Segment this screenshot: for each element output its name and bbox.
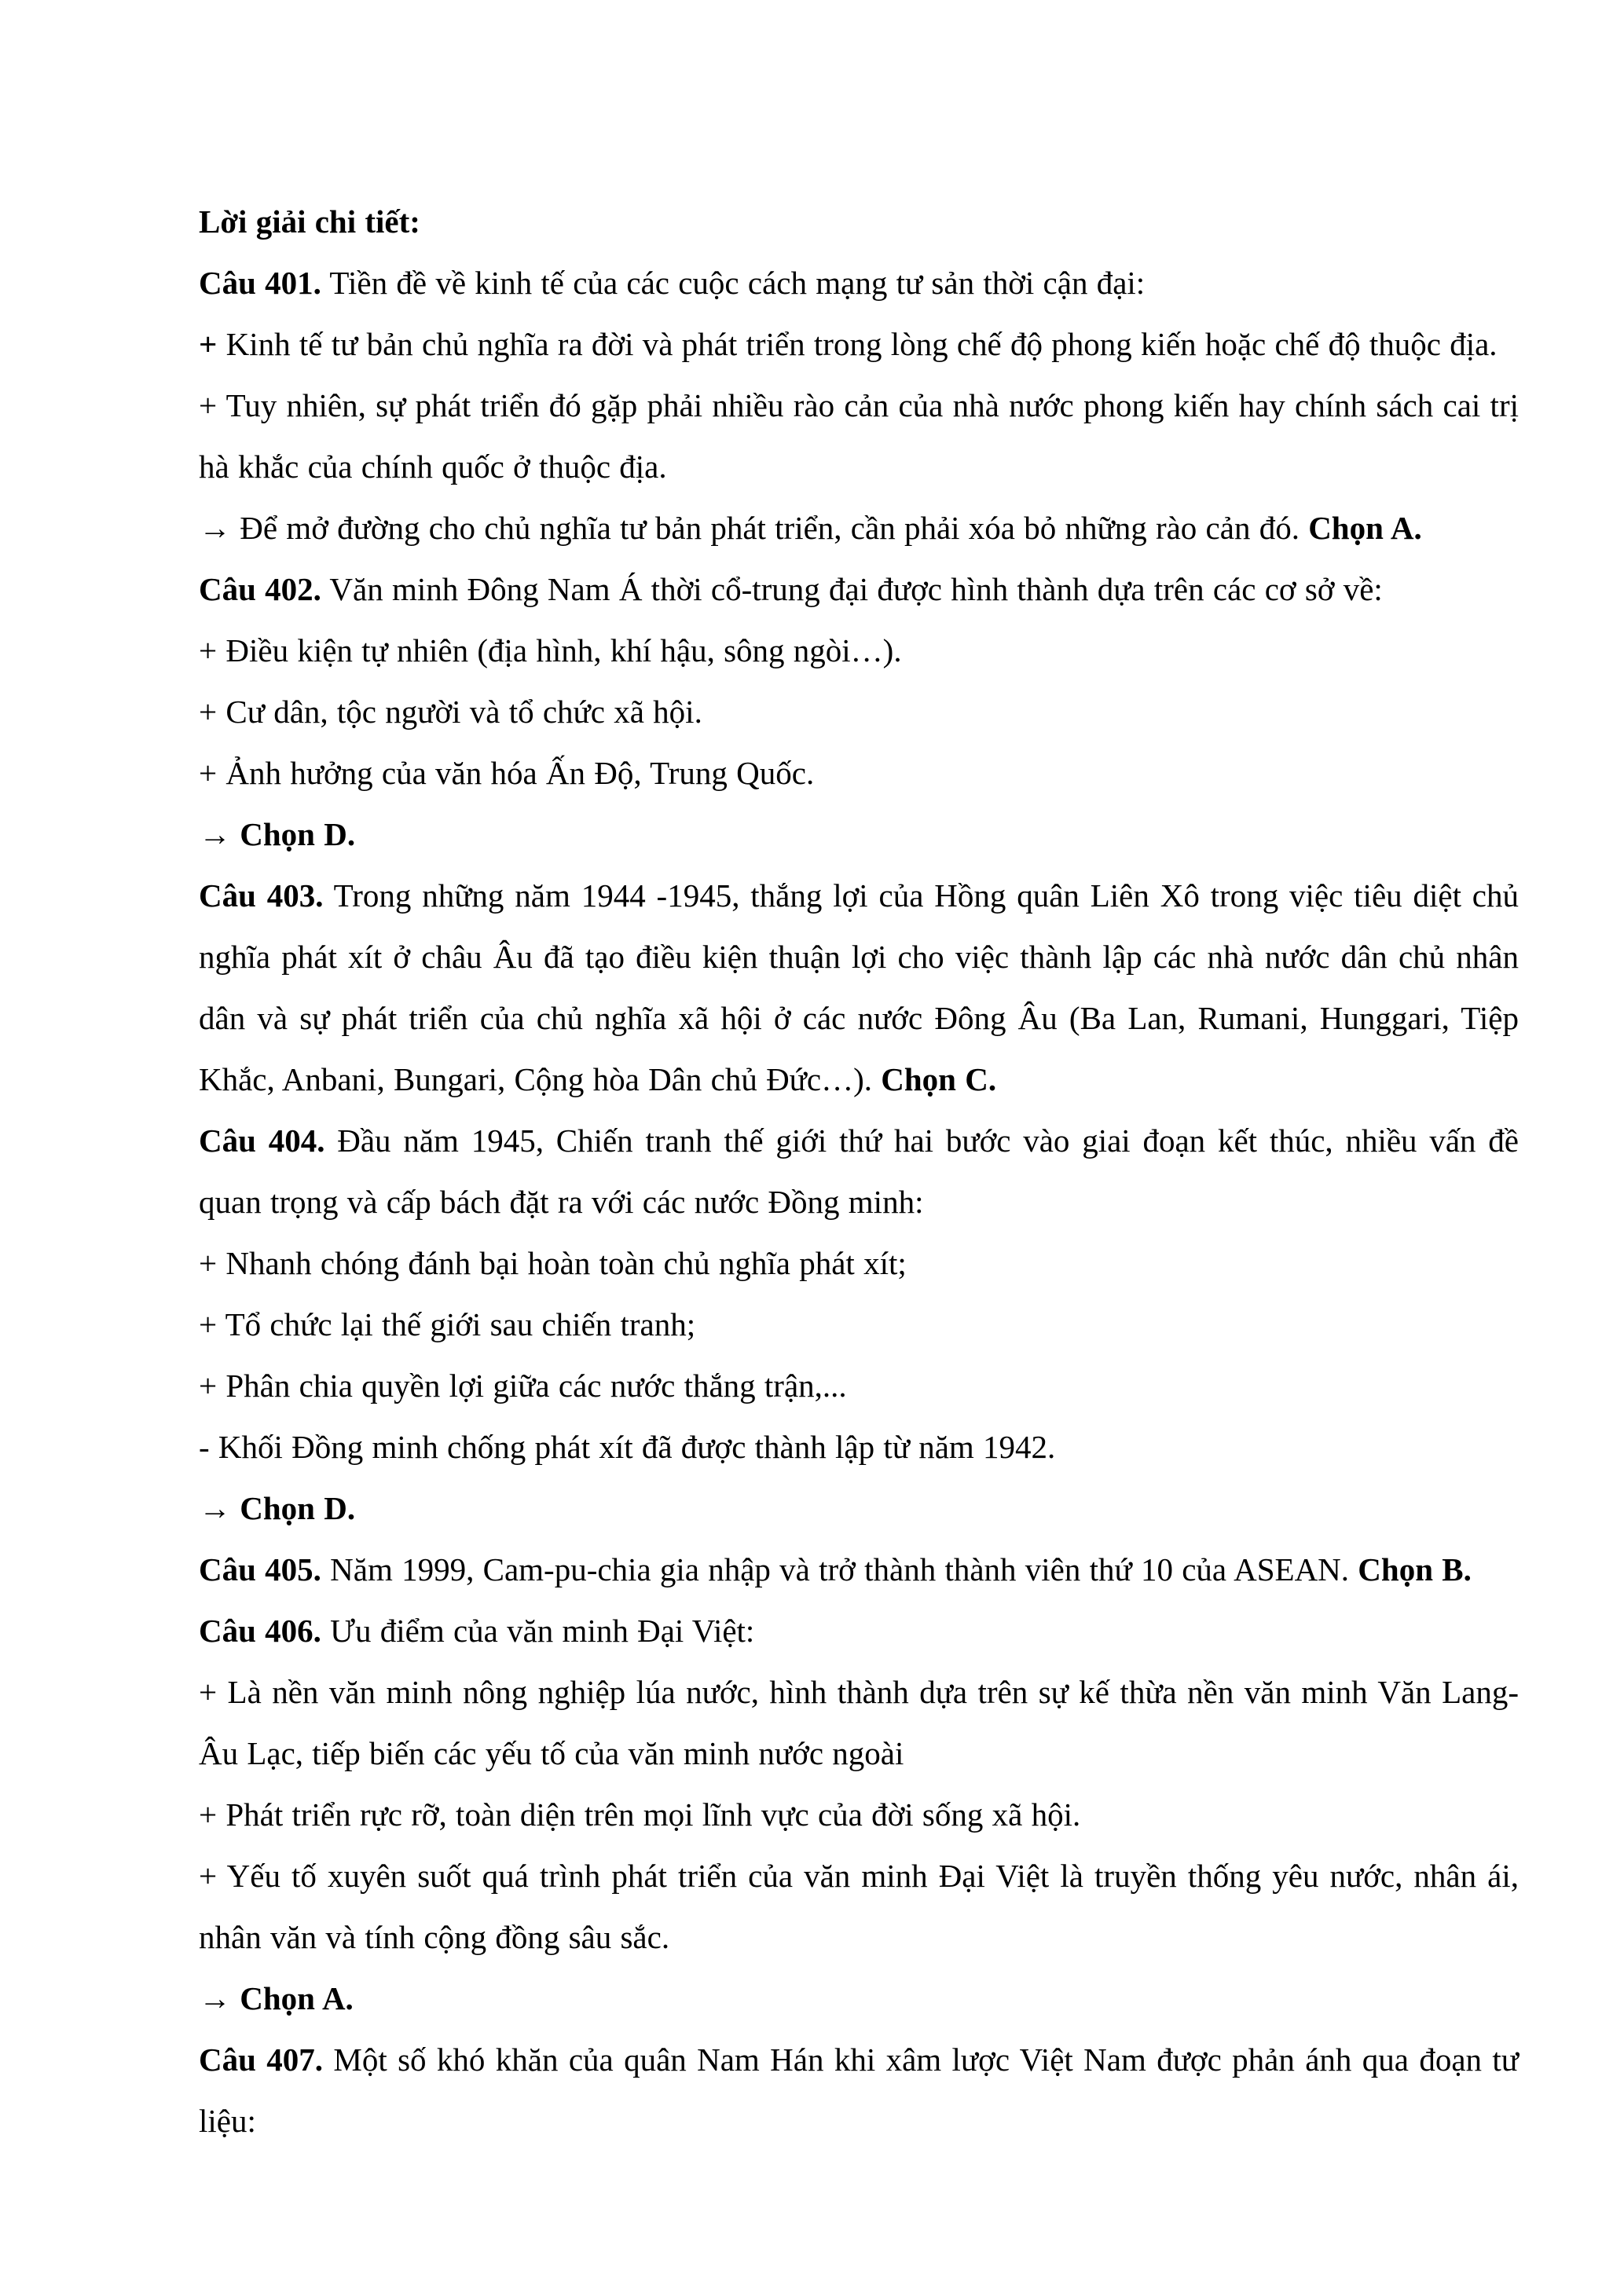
text-run: → <box>199 1980 240 2016</box>
text-run: + Tổ chức lại thế giới sau chiến tranh; <box>199 1306 696 1342</box>
text-run: + Tuy nhiên, sự phát triển đó gặp phải nhiều rào cản của nhà nước phong kiến hay chính sách cai trị hà khắc của chính quốc ở thuộc địa. <box>199 387 1519 485</box>
paragraph <box>199 191 1519 252</box>
paragraph <box>199 1355 1519 1416</box>
text-run: Văn minh Đông Nam Á thời cổ-trung đại được hình thành dựa trên các cơ sở về: <box>321 571 1383 607</box>
text-run: Năm 1999, Cam-pu-chia gia nhập và trở thành thành viên thứ 10 của ASEAN. <box>321 1551 1358 1587</box>
bold-text-run: Chọn D. <box>240 1490 356 1526</box>
text-run: Tiền đề về kinh tế của các cuộc cách mạng tư sản thời cận đại: <box>321 265 1146 301</box>
paragraph <box>199 1110 1519 1232</box>
bold-text-run: Câu 405. <box>199 1551 321 1587</box>
text-run: + Phát triển rực rỡ, toàn diện trên mọi lĩnh vực của đời sống xã hội. <box>199 1796 1081 1833</box>
bold-text-run: Chọn C. <box>881 1061 997 1097</box>
text-run: Kinh tế tư bản chủ nghĩa ra đời và phát triển trong lòng chế độ phong kiến hoặc chế độ thuộc địa. <box>217 326 1498 362</box>
paragraph <box>199 375 1519 497</box>
text-run: Trong những năm 1944 -1945, thắng lợi của Hồng quân Liên Xô trong việc tiêu diệt chủ nghĩa phát xít ở châu Âu đã tạo điều kiện thuận lợi cho việc thành lập các nhà nước dân chủ nhân dân và sự phát triển của chủ nghĩa xã hội ở các nước Đông Âu (Ba Lan, Rumani, Hunggari, Tiệp Khắc, Anbani, Bungari, Cộng hòa Dân chủ Đức…). <box>199 877 1520 1097</box>
paragraph <box>199 1968 1519 2029</box>
bold-text-run: Câu 404. <box>199 1122 325 1159</box>
text-run: → <box>199 1490 240 1526</box>
bold-text-run: Chọn A. <box>1308 510 1422 546</box>
text-run: → <box>199 816 240 852</box>
paragraph <box>199 1539 1519 1600</box>
text-run: + Yếu tố xuyên suốt quá trình phát triển của văn minh Đại Việt là truyền thống yêu nước, nhân ái, nhân văn và tính cộng đồng sâu sắc. <box>199 1858 1519 1955</box>
bold-text-run: + <box>199 326 218 362</box>
paragraph <box>199 2029 1519 2151</box>
paragraph <box>199 804 1519 865</box>
text-run: + Là nền văn minh nông nghiệp lúa nước, hình thành dựa trên sự kế thừa nền văn minh Văn Lang-Âu Lạc, tiếp biến các yếu tố của văn minh nước ngoài <box>199 1674 1519 1771</box>
bold-text-run: Câu 407. <box>199 2041 324 2078</box>
text-run: Một số khó khăn của quân Nam Hán khi xâm lược Việt Nam được phản ánh qua đoạn tư liệu: <box>199 2041 1519 2139</box>
text-run: Ưu điểm của văn minh Đại Việt: <box>321 1613 755 1649</box>
paragraph <box>199 620 1519 681</box>
text-run: + Điều kiện tự nhiên (địa hình, khí hậu, sông ngòi…). <box>199 632 902 668</box>
text-run: - Khối Đồng minh chống phát xít đã được thành lập từ năm 1942. <box>199 1429 1056 1465</box>
paragraph <box>199 681 1519 742</box>
paragraph <box>199 1784 1519 1845</box>
text-run: + Nhanh chóng đánh bại hoàn toàn chủ nghĩa phát xít; <box>199 1245 907 1281</box>
paragraph <box>199 497 1519 558</box>
paragraph <box>199 1600 1519 1661</box>
bold-text-run: Chọn D. <box>240 816 356 852</box>
bold-text-run: Câu 406. <box>199 1613 321 1649</box>
text-run: → Để mở đường cho chủ nghĩa tư bản phát triển, cần phải xóa bỏ những rào cản đó. <box>199 510 1309 546</box>
paragraph <box>199 1478 1519 1539</box>
paragraph <box>199 742 1519 804</box>
paragraph <box>199 1294 1519 1355</box>
text-run: + Cư dân, tộc người và tổ chức xã hội. <box>199 694 702 730</box>
bold-text-run: Lời giải chi tiết: <box>199 203 420 240</box>
text-run: + Ảnh hưởng của văn hóa Ấn Độ, Trung Quốc. <box>199 755 815 791</box>
paragraph <box>199 1232 1519 1294</box>
paragraph <box>199 1416 1519 1478</box>
paragraph <box>199 558 1519 620</box>
paragraph <box>199 252 1519 313</box>
paragraph <box>199 1661 1519 1784</box>
bold-text-run: Chọn A. <box>240 1980 354 2016</box>
paragraph <box>199 313 1519 375</box>
paragraph <box>199 1845 1519 1968</box>
bold-text-run: Câu 401. <box>199 265 321 301</box>
bold-text-run: Chọn B. <box>1358 1551 1472 1587</box>
text-run: + Phân chia quyền lợi giữa các nước thắng trận,... <box>199 1368 847 1404</box>
bold-text-run: Câu 403. <box>199 877 324 914</box>
paragraph <box>199 865 1519 1110</box>
document-body <box>199 191 1519 2151</box>
bold-text-run: Câu 402. <box>199 571 321 607</box>
text-run: Đầu năm 1945, Chiến tranh thế giới thứ hai bước vào giai đoạn kết thúc, nhiều vấn đề quan trọng và cấp bách đặt ra với các nước Đồng minh: <box>199 1122 1519 1220</box>
